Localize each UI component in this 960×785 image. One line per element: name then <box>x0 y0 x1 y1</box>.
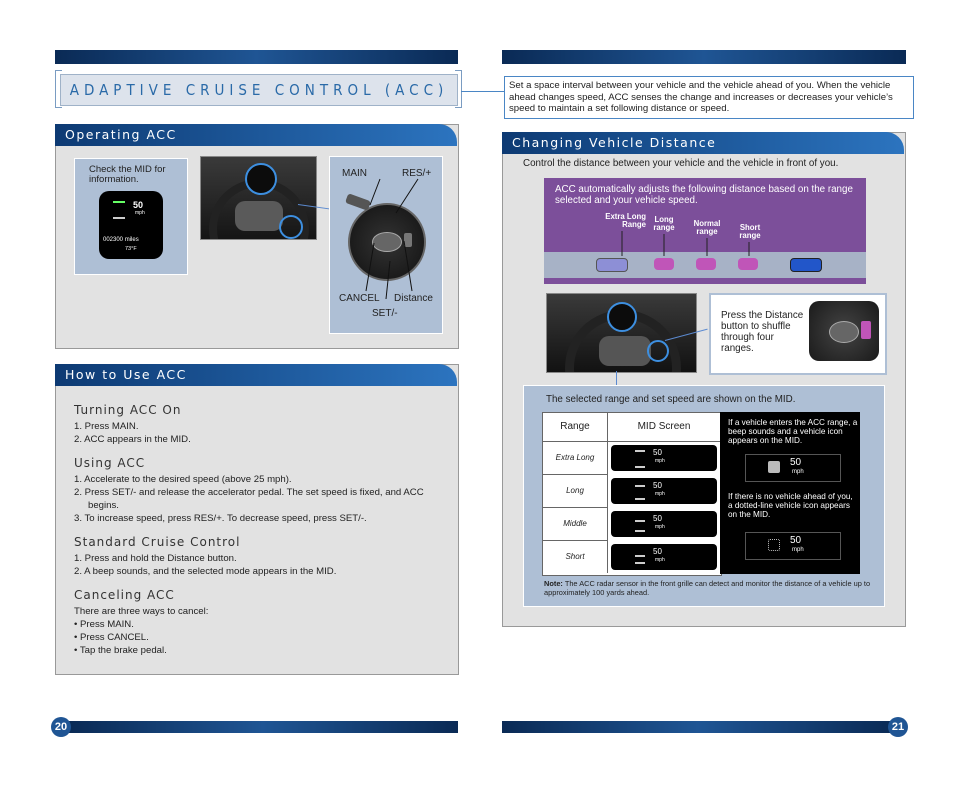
section-line: 2. Press SET/- and release the accelerator pedal. The set speed is fixed, and ACC begins. <box>74 487 424 511</box>
mid-unit: mph <box>135 210 145 216</box>
range-label-long: Long range <box>653 215 675 232</box>
wheel-center-2 <box>599 336 651 366</box>
page-number-right: 21 <box>888 717 908 737</box>
distance-button-icon-2 <box>861 321 871 339</box>
mid-vehicle-screen <box>745 454 841 482</box>
label-distance: Distance <box>394 293 433 304</box>
section-line: 2. ACC appears in the MID. <box>74 434 191 445</box>
distance-heading: Changing Vehicle Distance <box>502 132 904 154</box>
range-callouts <box>544 178 866 284</box>
control-highlight <box>279 215 303 239</box>
mid-speed: 50 <box>653 448 662 457</box>
section-title: Using ACC <box>74 456 146 470</box>
press-box <box>709 293 887 375</box>
wheel-hub <box>245 163 277 195</box>
bottom-bar-left <box>68 721 458 733</box>
photo-connector <box>616 371 617 385</box>
no-vehicle-note: If there is no vehicle ahead of you, a dotted-line vehicle icon appears on the MID. <box>728 492 853 519</box>
table-row-label: Middle <box>543 508 608 541</box>
wheel-hub-2 <box>607 302 637 332</box>
mid-range-box <box>523 385 885 607</box>
mid-speed: 50 <box>653 547 662 556</box>
section-line: • Press MAIN. <box>74 619 134 630</box>
dotted-vehicle-icon <box>768 539 780 551</box>
section-line: 2. A beep sounds, and the selected mode appears in the MID. <box>74 566 337 577</box>
mid-screen-extra-long <box>611 445 717 471</box>
range-table <box>542 412 722 576</box>
mid-unit: mph <box>655 458 665 464</box>
page-number-left: 20 <box>51 717 71 737</box>
section-title: Turning ACC On <box>74 403 182 417</box>
mid-note: Check the MID for information. <box>89 164 166 185</box>
how-to-panel <box>55 364 459 675</box>
table-row-label: Short <box>543 541 608 573</box>
vehicle-note: If a vehicle enters the ACC range, a beep sounds and a vehicle icon appears on the MID. <box>728 418 858 445</box>
mid-speed: 50 <box>653 514 662 523</box>
section-line: • Press CANCEL. <box>74 632 149 643</box>
top-bar-right <box>502 50 906 64</box>
label-main: MAIN <box>342 168 367 179</box>
mid-unit: mph <box>792 469 804 475</box>
selected-note: The selected range and set speed are shown on the MID. <box>546 394 796 405</box>
bottom-bar-right <box>502 721 894 733</box>
mid-info-box <box>74 158 188 275</box>
page-title: ADAPTIVE CRUISE CONTROL (ACC) <box>69 81 449 99</box>
distance-intro: Control the distance between your vehicle and the vehicle in front of you. <box>523 158 839 169</box>
mid-unit: mph <box>655 491 665 497</box>
controls-box <box>329 156 443 334</box>
press-note: Press the Distance button to shuffle through four ranges. <box>721 310 804 354</box>
mid-screen-short <box>611 544 717 570</box>
table-row-label: Long <box>543 475 608 508</box>
mid-screen-middle <box>611 511 717 537</box>
mid-no-vehicle-screen <box>745 532 841 560</box>
vehicle-icon <box>768 461 780 473</box>
mid-unit: mph <box>655 557 665 563</box>
section-line: 1. Press MAIN. <box>74 421 139 432</box>
section-title: Standard Cruise Control <box>74 535 241 549</box>
range-diagram <box>544 178 866 284</box>
callout-lines <box>330 157 442 333</box>
steering-wheel-photo <box>200 156 317 240</box>
note-text <box>544 580 876 597</box>
mid-odometer: 002300 miles <box>103 237 139 243</box>
label-set: SET/- <box>372 308 398 319</box>
note-label: Note: <box>544 579 563 588</box>
control-pad-2 <box>809 301 879 361</box>
distance-bars-icon <box>635 520 645 532</box>
operating-panel <box>55 124 459 349</box>
range-label-short: Short range <box>739 223 761 240</box>
steering-wheel-photo-2 <box>546 293 697 373</box>
section-line: 3. To increase speed, press RES/+. To decrease speed, press SET/-. <box>74 513 367 524</box>
mid-speed: 50 <box>133 200 144 210</box>
cancel-button-icon-2 <box>829 321 859 343</box>
mid-screen-long <box>611 478 717 504</box>
label-cancel: CANCEL <box>339 293 380 304</box>
vehicle-info-panel <box>720 412 860 574</box>
section-line: 1. Press and hold the Distance button. <box>74 553 237 564</box>
mid-unit: mph <box>792 547 804 553</box>
title-bracket-right <box>455 70 462 108</box>
title-connector <box>461 91 504 92</box>
label-res: RES/+ <box>402 168 432 179</box>
mid-temp: 73°F <box>125 246 137 252</box>
top-bar-left <box>55 50 458 64</box>
distance-highlight <box>647 340 669 362</box>
note-body: The ACC radar sensor in the front grille can detect and monitor the distance of a vehicle up to approximately 100 yards ahead. <box>544 579 871 597</box>
intro-text: Set a space interval between your vehicle and the vehicle ahead of you. When the vehicle ahead changes speed, ACC senses the change and increases or decreases your vehicle’s speed to maintain a set following distance or speed. <box>504 76 914 119</box>
mid-display <box>99 191 163 259</box>
acc-icon <box>113 201 125 219</box>
table-header-range: Range <box>543 413 608 442</box>
page-title-box <box>60 74 458 106</box>
section-title: Canceling ACC <box>74 588 175 602</box>
mid-unit: mph <box>655 524 665 530</box>
mid-speed: 50 <box>790 535 802 546</box>
distance-bars-icon <box>635 555 645 564</box>
range-label-normal: Normal range <box>693 219 721 236</box>
mid-speed: 50 <box>790 457 802 468</box>
auto-note: ACC automatically adjusts the following distance based on the range selected and your vehicle speed. <box>555 184 853 206</box>
table-row-label: Extra Long <box>543 442 608 475</box>
distance-panel <box>502 132 906 627</box>
section-line: There are three ways to cancel: <box>74 606 209 617</box>
range-label-extra-long: Extra Long Range <box>605 212 646 229</box>
how-to-content <box>74 393 444 657</box>
section-line: 1. Accelerate to the desired speed (above 25 mph). <box>74 474 292 485</box>
wheel-center <box>235 201 283 231</box>
table-header-mid: MID Screen <box>607 413 721 442</box>
how-to-heading: How to Use ACC <box>55 364 457 386</box>
mid-speed: 50 <box>653 481 662 490</box>
distance-bars-icon <box>635 450 645 468</box>
section-line: • Tap the brake pedal. <box>74 645 167 656</box>
operating-heading: Operating ACC <box>55 124 457 146</box>
distance-bars-icon <box>635 485 645 500</box>
